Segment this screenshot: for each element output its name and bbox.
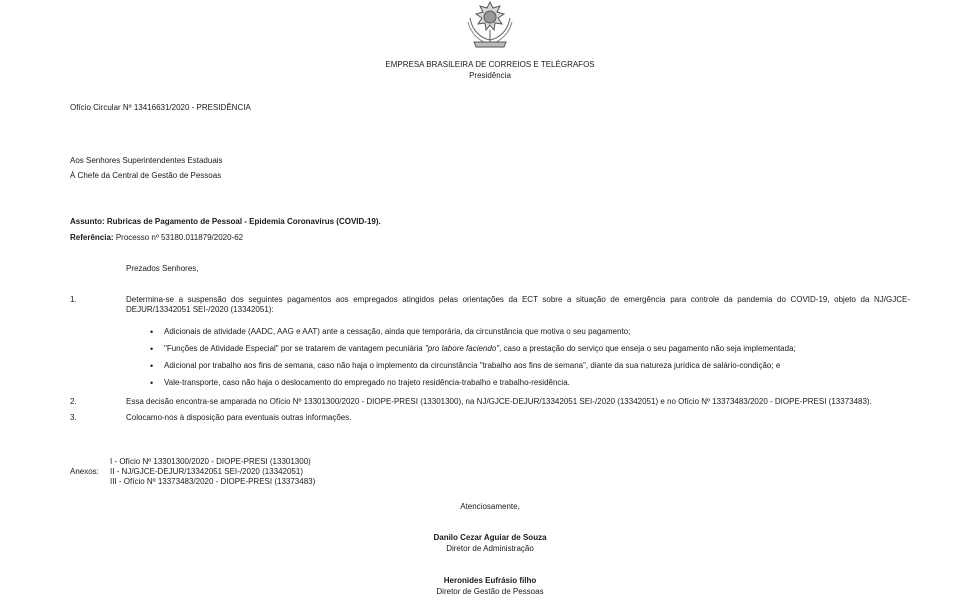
paragraph-number: 1.: [70, 295, 77, 304]
paragraph-text: Determina-se a suspensão dos seguintes pagamentos aos empregados atingidos pelas orientações da ECT sobre a situação de emergência para controle da pandemia do COVID-19, objeto da NJ/GJCE-DEJUR/13342051 SEI-/2020 (13342051):: [126, 295, 910, 314]
paragraph-text: Colocamo-nos à disposição para eventuais outras informações.: [126, 413, 352, 422]
annex-item: III - Ofício Nº 13373483/2020 - DIOPE-PRESI (13373483): [110, 477, 316, 486]
closing: Atenciosamente,: [460, 502, 520, 511]
reference-text: Processo nº 53180.011879/2020-62: [115, 233, 244, 242]
list-item: • "Funções de Atividade Especial" por se tratarem de vantagem pecuniária "pro labore faciendo", caso a prestação do serviço que enseja o seu pagamento não seja implementada;: [150, 344, 796, 361]
department-name: Presidência: [469, 71, 511, 80]
annex-item: I - Ofício Nº 13301300/2020 - DIOPE-PRESI (13301300): [110, 457, 311, 466]
paragraph-number: 2.: [70, 397, 77, 406]
annex-item: II - NJ/GJCE-DEJUR/13342051 SEI-/2020 (13342051): [110, 467, 303, 476]
paragraph-number: 3.: [70, 413, 77, 422]
document-id: Ofício Circular Nº 13416631/2020 - PRESIDÊNCIA: [70, 103, 251, 112]
subject-text: Rubricas de Pagamento de Pessoal - Epidemia Coronavírus (COVID-19).: [106, 217, 381, 226]
salutation: Prezados Senhores,: [126, 264, 199, 273]
recipient-line-1: Aos Senhores Superintendentes Estaduais: [70, 156, 223, 165]
subject-line: [70, 217, 381, 227]
annex-list: [110, 457, 315, 487]
suspended-payments-list: [150, 327, 796, 395]
list-item: • Adicionais de atividade (AADC, AAG e AAT) ante a cessação, ainda que temporária, da circunstância que motiva o seu pagamento;: [150, 327, 796, 344]
reference-label: Referência:: [70, 233, 114, 242]
list-item: • Vale-transporte, caso não haja o deslocamento do empregado no trajeto residência-trabalho e trabalho-residência.: [150, 378, 796, 395]
signatory-title-2: Diretor de Gestão de Pessoas: [436, 587, 544, 596]
reference-line: [70, 233, 243, 243]
recipient-line-2: À Chefe da Central de Gestão de Pessoas: [70, 171, 222, 180]
coat-of-arms-icon: [462, 0, 518, 50]
signatory-title-1: Diretor de Administração: [446, 544, 534, 553]
annex-label: Anexos:: [70, 467, 99, 476]
list-item: • Adicional por trabalho aos fins de semana, caso não haja o implemento da circunstância "trabalho aos fins de semana", diante da sua natureza jurídica de salário-condição; e: [150, 361, 796, 378]
signatory-name-2: Heronides Eufrásio filho: [443, 576, 537, 585]
subject-label: Assunto:: [70, 217, 105, 226]
company-name: EMPRESA BRASILEIRA DE CORREIOS E TELÉGRAFOS: [385, 60, 595, 69]
signatory-name-1: Danilo Cezar Aguiar de Souza: [433, 533, 547, 542]
paragraph-text: Essa decisão encontra-se amparada no Ofício Nº 13301300/2020 - DIOPE-PRESI (13301300), na NJ/GJCE-DEJUR/13342051 SEI-/2020 (13342051) e no Ofício Nº 13373483/2020 - DIOPE-PRESI (13373483).: [126, 397, 872, 406]
